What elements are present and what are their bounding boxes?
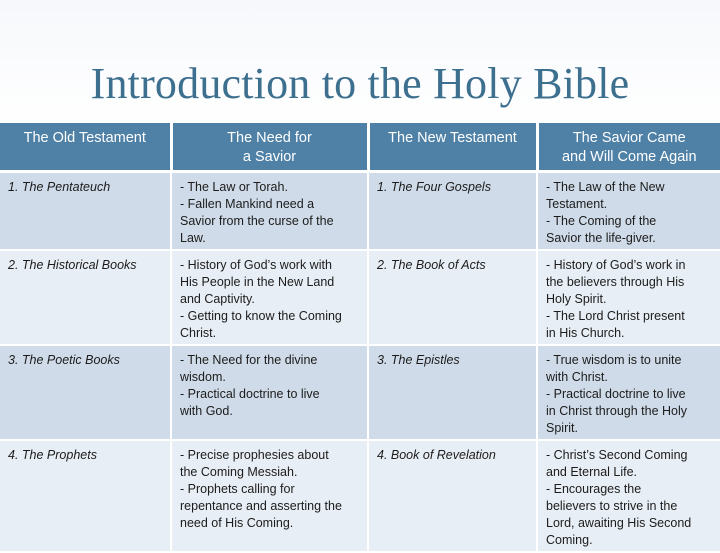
table-row — [0, 345, 720, 440]
cell-line: Savior the life-giver. — [546, 231, 656, 245]
cell-line: repentance and asserting the — [180, 499, 342, 513]
table-row — [0, 250, 720, 345]
cell-line: Savior from the curse of the — [180, 214, 334, 228]
need-for-savior-cell — [171, 345, 368, 440]
cell-line: - History of God’s work with — [180, 258, 332, 272]
header-savior-came — [537, 123, 720, 172]
cell-line: - Practical doctrine to live — [546, 387, 686, 401]
cell-line: - The Law of the New — [546, 180, 665, 194]
cell-line: need of His Coming. — [180, 516, 294, 530]
cell-line: Coming. — [546, 533, 593, 547]
header-line: The Old Testament — [23, 130, 146, 146]
cell-line: - The Law or Torah. — [180, 180, 288, 194]
cell-line: - True wisdom is to unite — [546, 353, 682, 367]
header-new-testament — [368, 123, 537, 172]
cell-line: the believers through His — [546, 275, 685, 289]
cell-line: - Precise prophesies about — [180, 448, 329, 462]
cell-line: with Christ. — [546, 370, 608, 384]
table-row — [0, 172, 720, 251]
new-testament-cell: 3. The Epistles — [368, 345, 537, 440]
old-testament-cell: 3. The Poetic Books — [0, 345, 171, 440]
cell-line: - Getting to know the Coming — [180, 309, 342, 323]
savior-came-cell — [537, 250, 720, 345]
new-testament-cell: 1. The Four Gospels — [368, 172, 537, 251]
cell-line: the Coming Messiah. — [180, 465, 298, 479]
cell-line: Spirit. — [546, 421, 578, 435]
slide-title: Introduction to the Holy Bible — [90, 59, 630, 108]
cell-line: with God. — [180, 404, 233, 418]
cell-line: wisdom. — [180, 370, 226, 384]
header-line: and Will Come Again — [561, 149, 697, 165]
need-for-savior-cell — [171, 440, 368, 552]
cell-line: believers to strive in the — [546, 499, 678, 513]
old-testament-cell: 1. The Pentateuch — [0, 172, 171, 251]
savior-came-cell — [537, 440, 720, 552]
cell-line: Christ. — [180, 326, 217, 340]
need-for-savior-cell — [171, 172, 368, 251]
cell-line: - History of God’s work in — [546, 258, 686, 272]
cell-line: - The Need for the divine — [180, 353, 318, 367]
header-old-testament — [0, 123, 171, 172]
cell-line: - The Coming of the — [546, 214, 657, 228]
cell-line: and Captivity. — [180, 292, 255, 306]
cell-line: - The Lord Christ present — [546, 309, 685, 323]
cell-line: and Eternal Life. — [546, 465, 638, 479]
new-testament-cell: 4. Book of Revelation — [368, 440, 537, 552]
savior-came-cell — [537, 172, 720, 251]
table-header-row — [0, 123, 720, 172]
header-line: The New Testament — [388, 130, 517, 146]
need-for-savior-cell — [171, 250, 368, 345]
cell-line: - Encourages the — [546, 482, 642, 496]
header-line: a Savior — [242, 149, 297, 165]
cell-line: in His Church. — [546, 326, 625, 340]
new-testament-cell: 2. The Book of Acts — [368, 250, 537, 345]
cell-line: Lord, awaiting His Second — [546, 516, 692, 530]
table-row — [0, 440, 720, 552]
cell-line: His People in the New Land — [180, 275, 335, 289]
header-line: The Savior Came — [572, 130, 686, 146]
header-line: The Need for — [227, 130, 312, 146]
header-need-for-savior — [171, 123, 368, 172]
old-testament-cell: 2. The Historical Books — [0, 250, 171, 345]
cell-line: - Prophets calling for — [180, 482, 295, 496]
cell-line: - Christ’s Second Coming — [546, 448, 688, 462]
cell-line: Testament. — [546, 197, 608, 211]
old-testament-cell: 4. The Prophets — [0, 440, 171, 552]
savior-came-cell — [537, 345, 720, 440]
cell-line: in Christ through the Holy — [546, 404, 688, 418]
cell-line: - Practical doctrine to live — [180, 387, 320, 401]
cell-line: Holy Spirit. — [546, 292, 607, 306]
cell-line: Law. — [180, 231, 206, 245]
bible-overview-table — [0, 123, 720, 553]
cell-line: - Fallen Mankind need a — [180, 197, 315, 211]
